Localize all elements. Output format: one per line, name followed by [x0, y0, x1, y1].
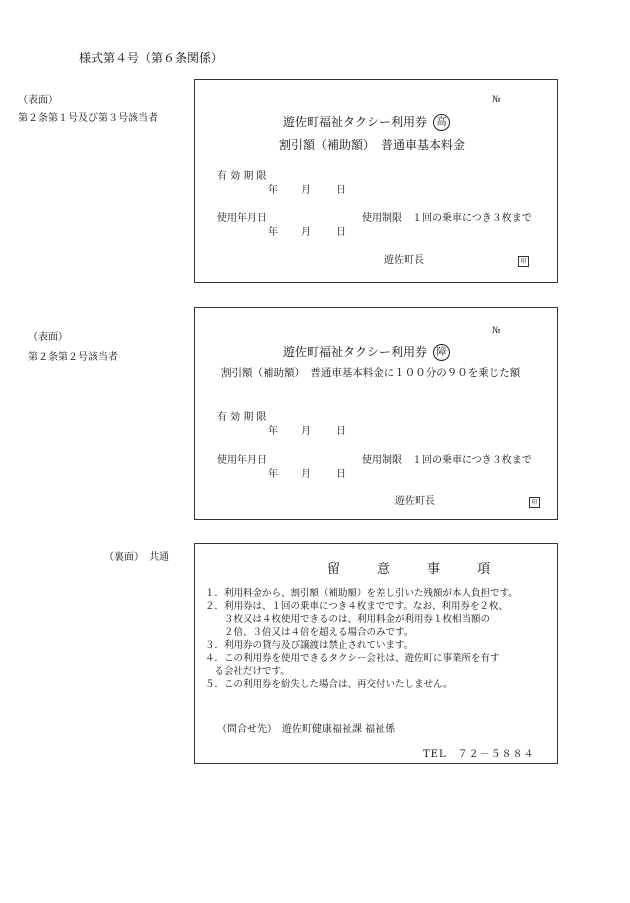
- ticket-back: [194, 543, 558, 764]
- notice-line: ５．この利用券を紛失した場合は、再交付いたしません。: [205, 679, 453, 690]
- use-month: 月: [301, 227, 311, 238]
- validity-year: 年: [268, 426, 278, 437]
- use-year: 年: [268, 469, 278, 480]
- elderly-stamp-icon: 高: [433, 114, 450, 131]
- use-month: 月: [301, 469, 311, 480]
- validity-month: 月: [301, 426, 311, 437]
- ticket-title: [283, 343, 450, 361]
- seal-icon: 印: [529, 497, 540, 508]
- issuer: 遊佐町長: [384, 255, 424, 266]
- ticket-title-text: 遊佐町福祉タクシー利用券: [283, 345, 428, 359]
- side-target-front2: 第２条第２号該当者: [28, 352, 118, 363]
- discount-line: 割引額（補助額） 普通車基本料金: [279, 138, 466, 152]
- ticket-number-label: №: [492, 95, 501, 105]
- issuer: 遊佐町長: [395, 496, 435, 507]
- side-target-front1: 第２条第１号及び第３号該当者: [18, 113, 158, 124]
- validity-day: 日: [336, 426, 346, 437]
- ticket-number-label: №: [492, 326, 501, 336]
- discount-line: 割引額（補助額） 普通車基本料金に１００分の９０を乗じた額: [221, 367, 521, 379]
- notice-line: １．利用料金から、割引額（補助額）を差し引いた残額が本人負担です。: [205, 588, 518, 599]
- notice-line: ２．利用券は、１回の乗車につき４枚までです。なお、利用券を２枚、: [205, 601, 509, 612]
- notice-line: ３．利用券の貸与及び譲渡は禁止されています。: [205, 640, 414, 651]
- use-date-label: 使用年月日: [217, 213, 267, 224]
- form-title: 様式第４号（第６条関係）: [79, 51, 224, 65]
- ticket-front-1: [194, 79, 558, 283]
- side-label-front2: （表面）: [28, 332, 68, 343]
- use-day: 日: [336, 469, 346, 480]
- notice-line: る会社だけです。: [205, 666, 290, 677]
- validity-day: 日: [336, 185, 346, 196]
- notice-list: [205, 587, 518, 691]
- validity-label: 有 効 期 限: [217, 412, 267, 423]
- validity-month: 月: [301, 185, 311, 196]
- ticket-front-2: [194, 307, 558, 520]
- use-year: 年: [268, 227, 278, 238]
- telephone: TEL ７２－５８８４: [423, 749, 535, 760]
- notice-line: ３枚又は４枚使用できるのは、利用料金が利用券１枚相当額の: [205, 614, 491, 625]
- side-label-front1: （表面）: [18, 95, 58, 106]
- notice-heading: 留 意 事 項: [327, 562, 503, 577]
- validity-year: 年: [268, 185, 278, 196]
- notice-line: ２倍、３倍又は４倍を超える場合のみです。: [205, 627, 414, 638]
- validity-label: 有 効 期 限: [217, 171, 267, 182]
- seal-icon: 印: [518, 256, 529, 267]
- use-limit-text: 使用制限 １回の乗車につき３枚まで: [362, 213, 532, 224]
- ticket-title: [283, 113, 450, 131]
- use-day: 日: [336, 227, 346, 238]
- use-limit-text: 使用制限 １回の乗車につき３枚まで: [362, 455, 532, 466]
- notice-line: ４．この利用券を使用できるタクシー会社は、遊佐町に事業所を有す: [205, 653, 500, 664]
- disability-stamp-icon: 障: [433, 344, 450, 361]
- use-date-label: 使用年月日: [217, 455, 267, 466]
- side-label-back: （裏面） 共通: [104, 552, 169, 563]
- contact-info: （問合せ先） 遊佐町健康福祉課 福祉係: [217, 724, 396, 735]
- ticket-title-text: 遊佐町福祉タクシー利用券: [283, 115, 428, 129]
